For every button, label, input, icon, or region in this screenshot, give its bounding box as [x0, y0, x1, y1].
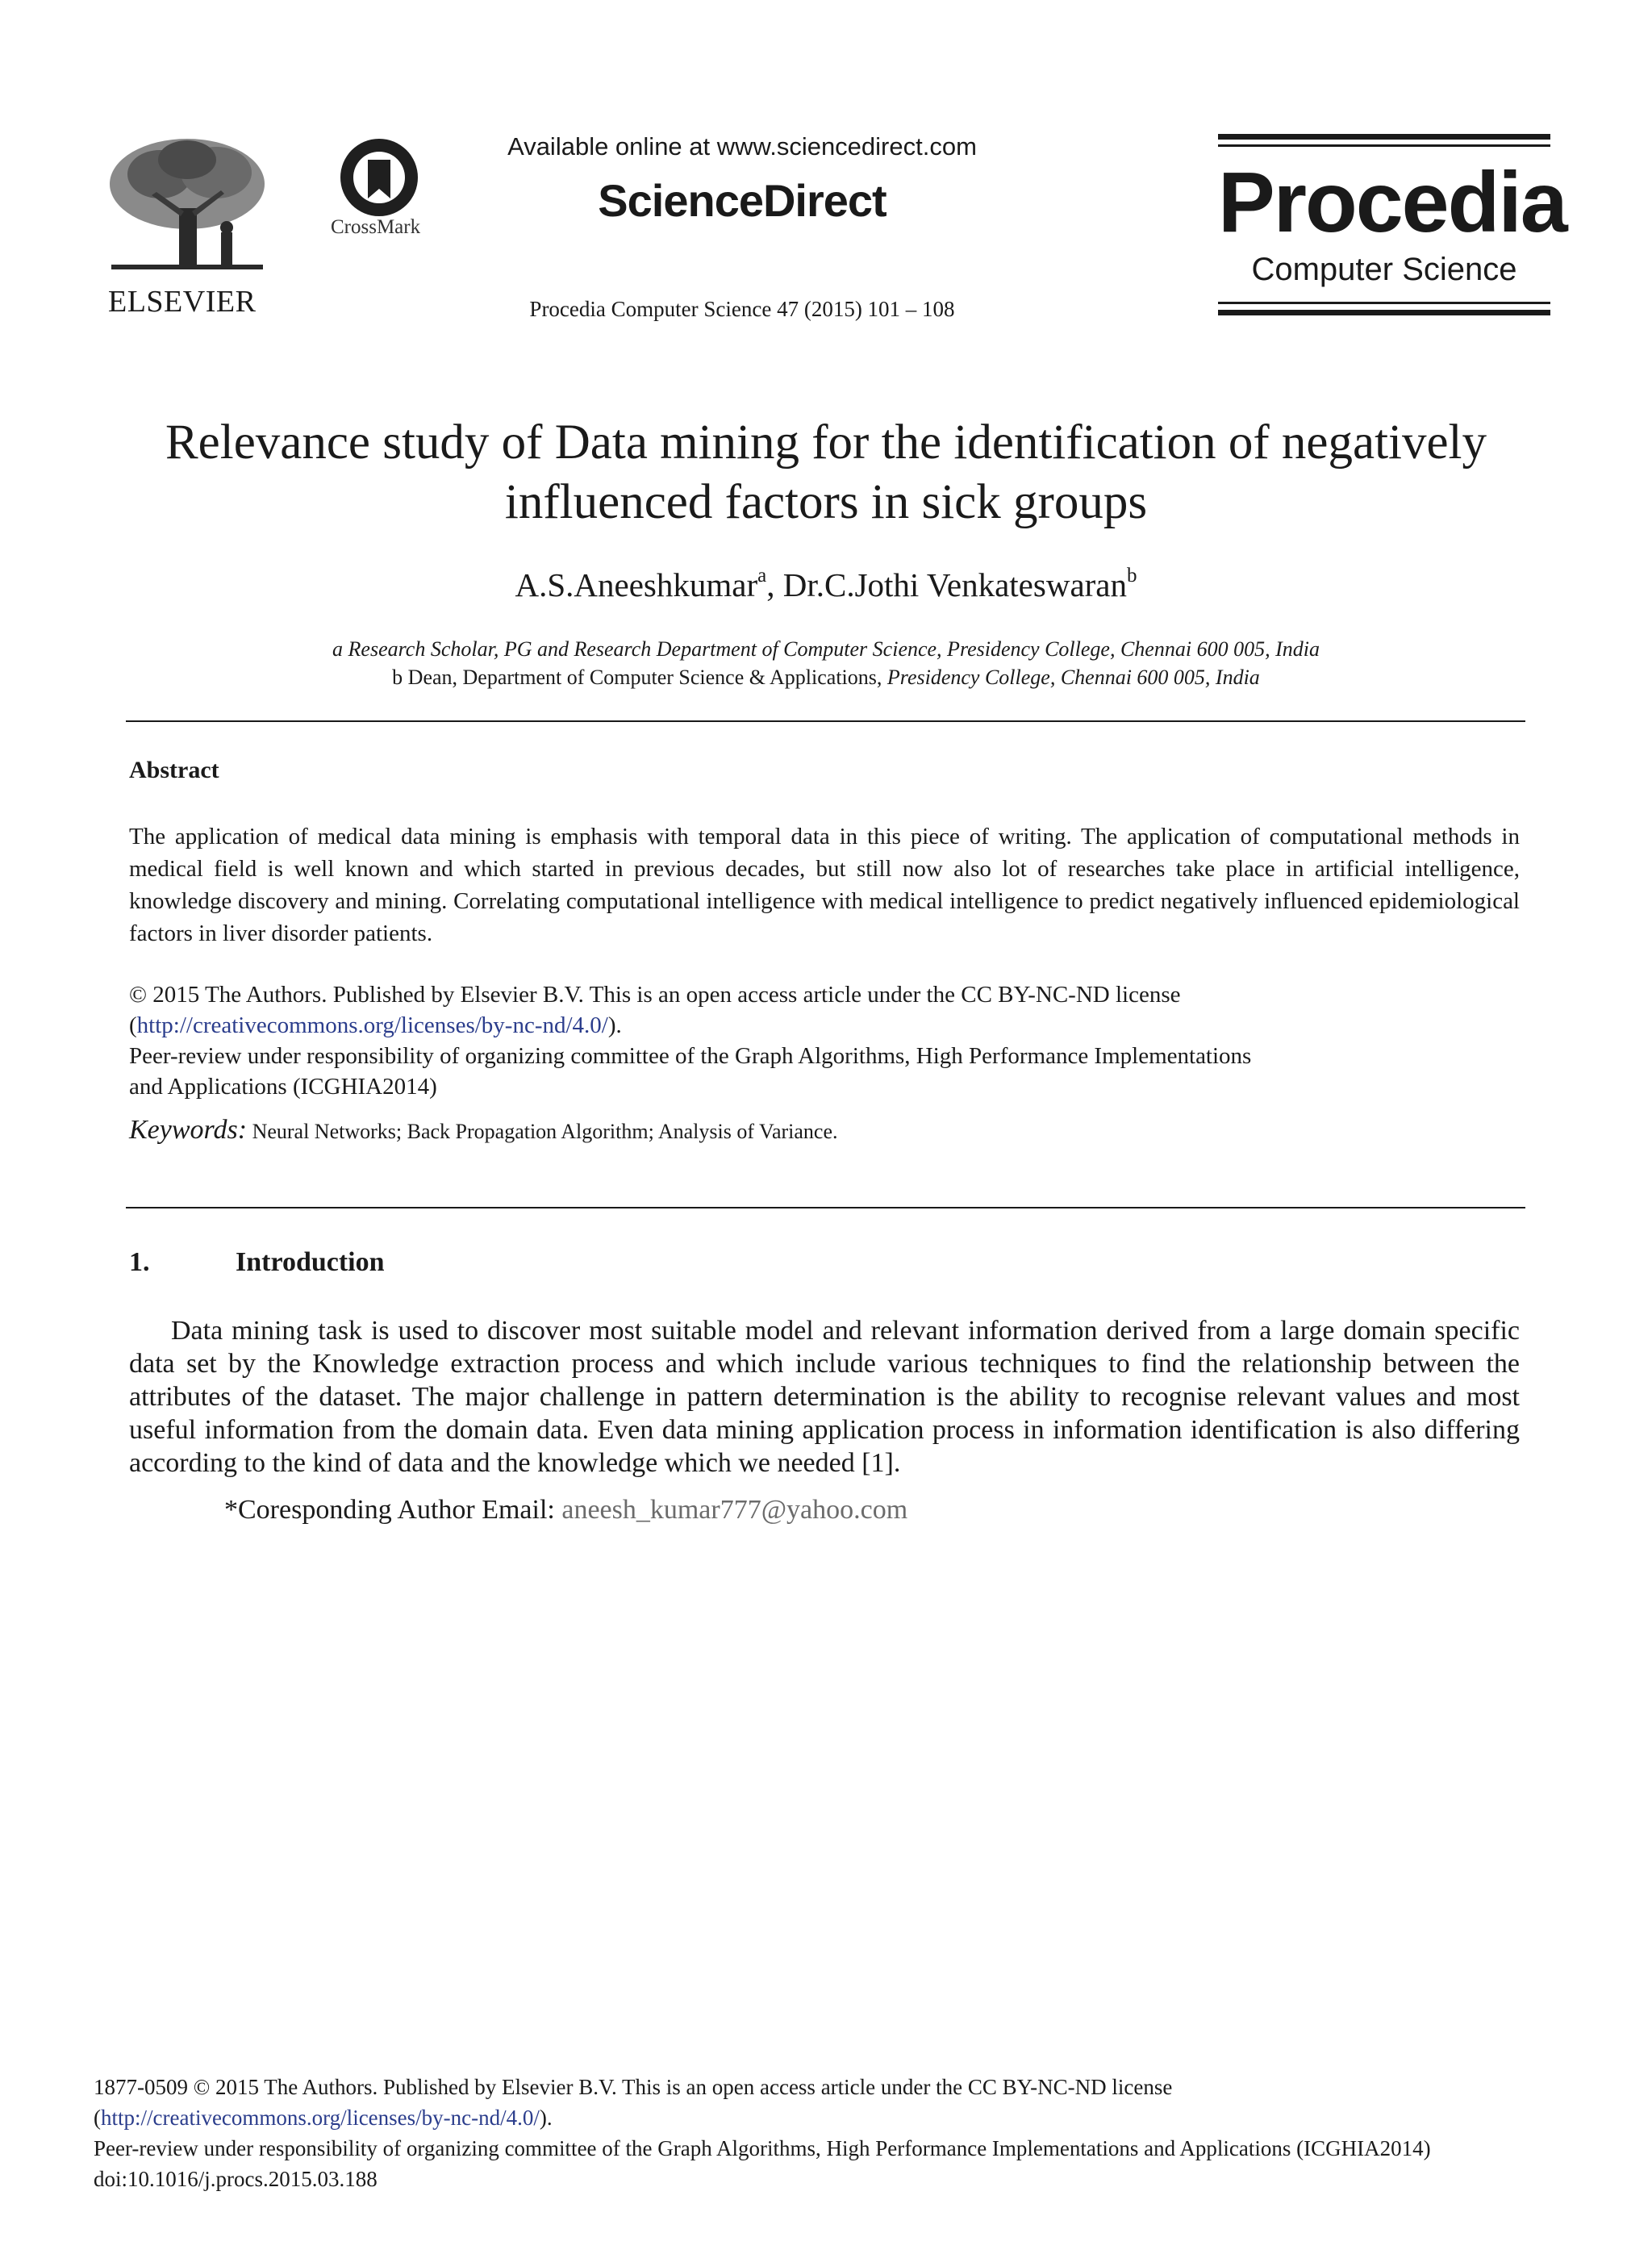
- footer-license-link-line: [94, 2102, 1578, 2133]
- affiliation-b-college: Presidency College, Chennai 600 005, India: [886, 666, 1260, 689]
- introduction-body: [129, 1314, 1520, 1480]
- procedia-logo: [1218, 134, 1566, 318]
- license-url-link[interactable]: http://creativecommons.org/licenses/by-nc-nd/4.0/: [136, 1012, 608, 1038]
- corresponding-email-link[interactable]: aneesh_kumar777@yahoo.com: [561, 1495, 908, 1525]
- logo-rule: [1218, 144, 1550, 147]
- footer-doi[interactable]: doi:10.1016/j.procs.2015.03.188: [94, 2167, 378, 2191]
- affiliation-marker: b: [1127, 565, 1137, 586]
- section-divider: [126, 1207, 1525, 1208]
- sciencedirect-logo[interactable]: ScienceDirect: [598, 175, 886, 226]
- keywords-line: [129, 1115, 1520, 1146]
- affiliation-b-dept: b Dean, Department of Computer Science & Applications,: [392, 666, 887, 689]
- abstract-body: The application of medical data mining is emphasis with temporal data in this piece of writing. The application of computational methods in medical field is well known and which started in previous decades, but still now also lot of researches take place in artificial intelligence, knowledge discovery and mining. Correlating computational intelligence with medical intelligence to predict negatively influenced epidemiological factors in liver disorder patients.: [129, 824, 1520, 946]
- license-text: © 2015 The Authors. Published by Elsevier B.V. This is an open access article under the CC BY-NC-ND license: [129, 982, 1181, 1008]
- footer-license-text: 1877-0509 © 2015 The Authors. Published by Elsevier B.V. This is an open access article under the CC BY-NC-ND license: [94, 2075, 1173, 2099]
- footer-license-url-link[interactable]: http://creativecommons.org/licenses/by-nc-nd/4.0/: [101, 2106, 540, 2130]
- crossmark-icon[interactable]: [337, 136, 421, 219]
- section-divider: [126, 720, 1525, 722]
- affiliation-marker: a: [757, 565, 767, 586]
- license-block: [129, 979, 1520, 1102]
- procedia-subtitle: Computer Science: [1251, 252, 1517, 287]
- section-number: 1.: [129, 1247, 150, 1277]
- author-separator: ,: [766, 566, 783, 603]
- crossmark-label: CrossMark: [331, 216, 421, 238]
- license-paren: (: [129, 1012, 137, 1038]
- logo-rule: [1218, 134, 1550, 140]
- affiliation-a: a Research Scholar, PG and Research Department of Computer Science, Presidency College, Chennai 600 005, India: [332, 637, 1320, 661]
- available-online-text: Available online at www.sciencedirect.com: [507, 132, 977, 161]
- footer-peer-review-text: Peer-review under responsibility of organizing committee of the Graph Algorithms, High Performance Implementations and Applications (ICGHIA2014): [94, 2136, 1431, 2160]
- paper-title-line: influenced factors in sick groups: [504, 475, 1148, 529]
- section-heading: Introduction: [236, 1247, 385, 1277]
- procedia-wordmark: Procedia: [1218, 155, 1566, 250]
- corresponding-author-note: [224, 1495, 907, 1526]
- peer-review-text: Peer-review under responsibility of organizing committee of the Graph Algorithms, High Performance Implementations: [129, 1043, 1252, 1069]
- license-paren: ).: [607, 1012, 622, 1038]
- corresponding-author-label: *Coresponding Author Email:: [224, 1495, 562, 1525]
- author-name: Dr.C.Jothi Venkateswaran: [782, 566, 1127, 603]
- publisher-name: ELSEVIER: [108, 285, 257, 319]
- author-list: [97, 565, 1555, 604]
- introduction-paragraph: Data mining task is used to discover most suitable model and relevant information derived from a large domain specific data set by the Knowledge extraction process and which include various techniques to find the relationship between the attributes of the dataset. The major challenge in pattern determination is the ability to recognise relevant values and most useful information from the domain data. Even data mining application process in information identification is also differing according to the kind of data and the knowledge which we needed [1].: [129, 1316, 1520, 1478]
- page-footer: [94, 2072, 1578, 2194]
- paper-title: [97, 413, 1555, 532]
- abstract-heading: Abstract: [129, 757, 219, 783]
- license-link-line: [129, 1010, 1520, 1041]
- logo-rule: [1218, 310, 1550, 315]
- paper-title-line: Relevance study of Data mining for the identification of negatively: [165, 415, 1487, 470]
- footer-paren: ).: [539, 2106, 553, 2130]
- elsevier-tree-logo-icon: [103, 136, 271, 279]
- logo-rule: [1218, 302, 1550, 304]
- peer-review-text: and Applications (ICGHIA2014): [129, 1074, 437, 1100]
- keywords-list: Neural Networks; Back Propagation Algorithm; Analysis of Variance.: [247, 1120, 838, 1143]
- footer-paren: (: [94, 2106, 101, 2130]
- author-name: A.S.Aneeshkumar: [515, 566, 758, 603]
- affiliation-b: [97, 666, 1555, 690]
- keywords-label: Keywords:: [129, 1115, 248, 1145]
- journal-citation: Procedia Computer Science 47 (2015) 101 – 108: [529, 297, 955, 321]
